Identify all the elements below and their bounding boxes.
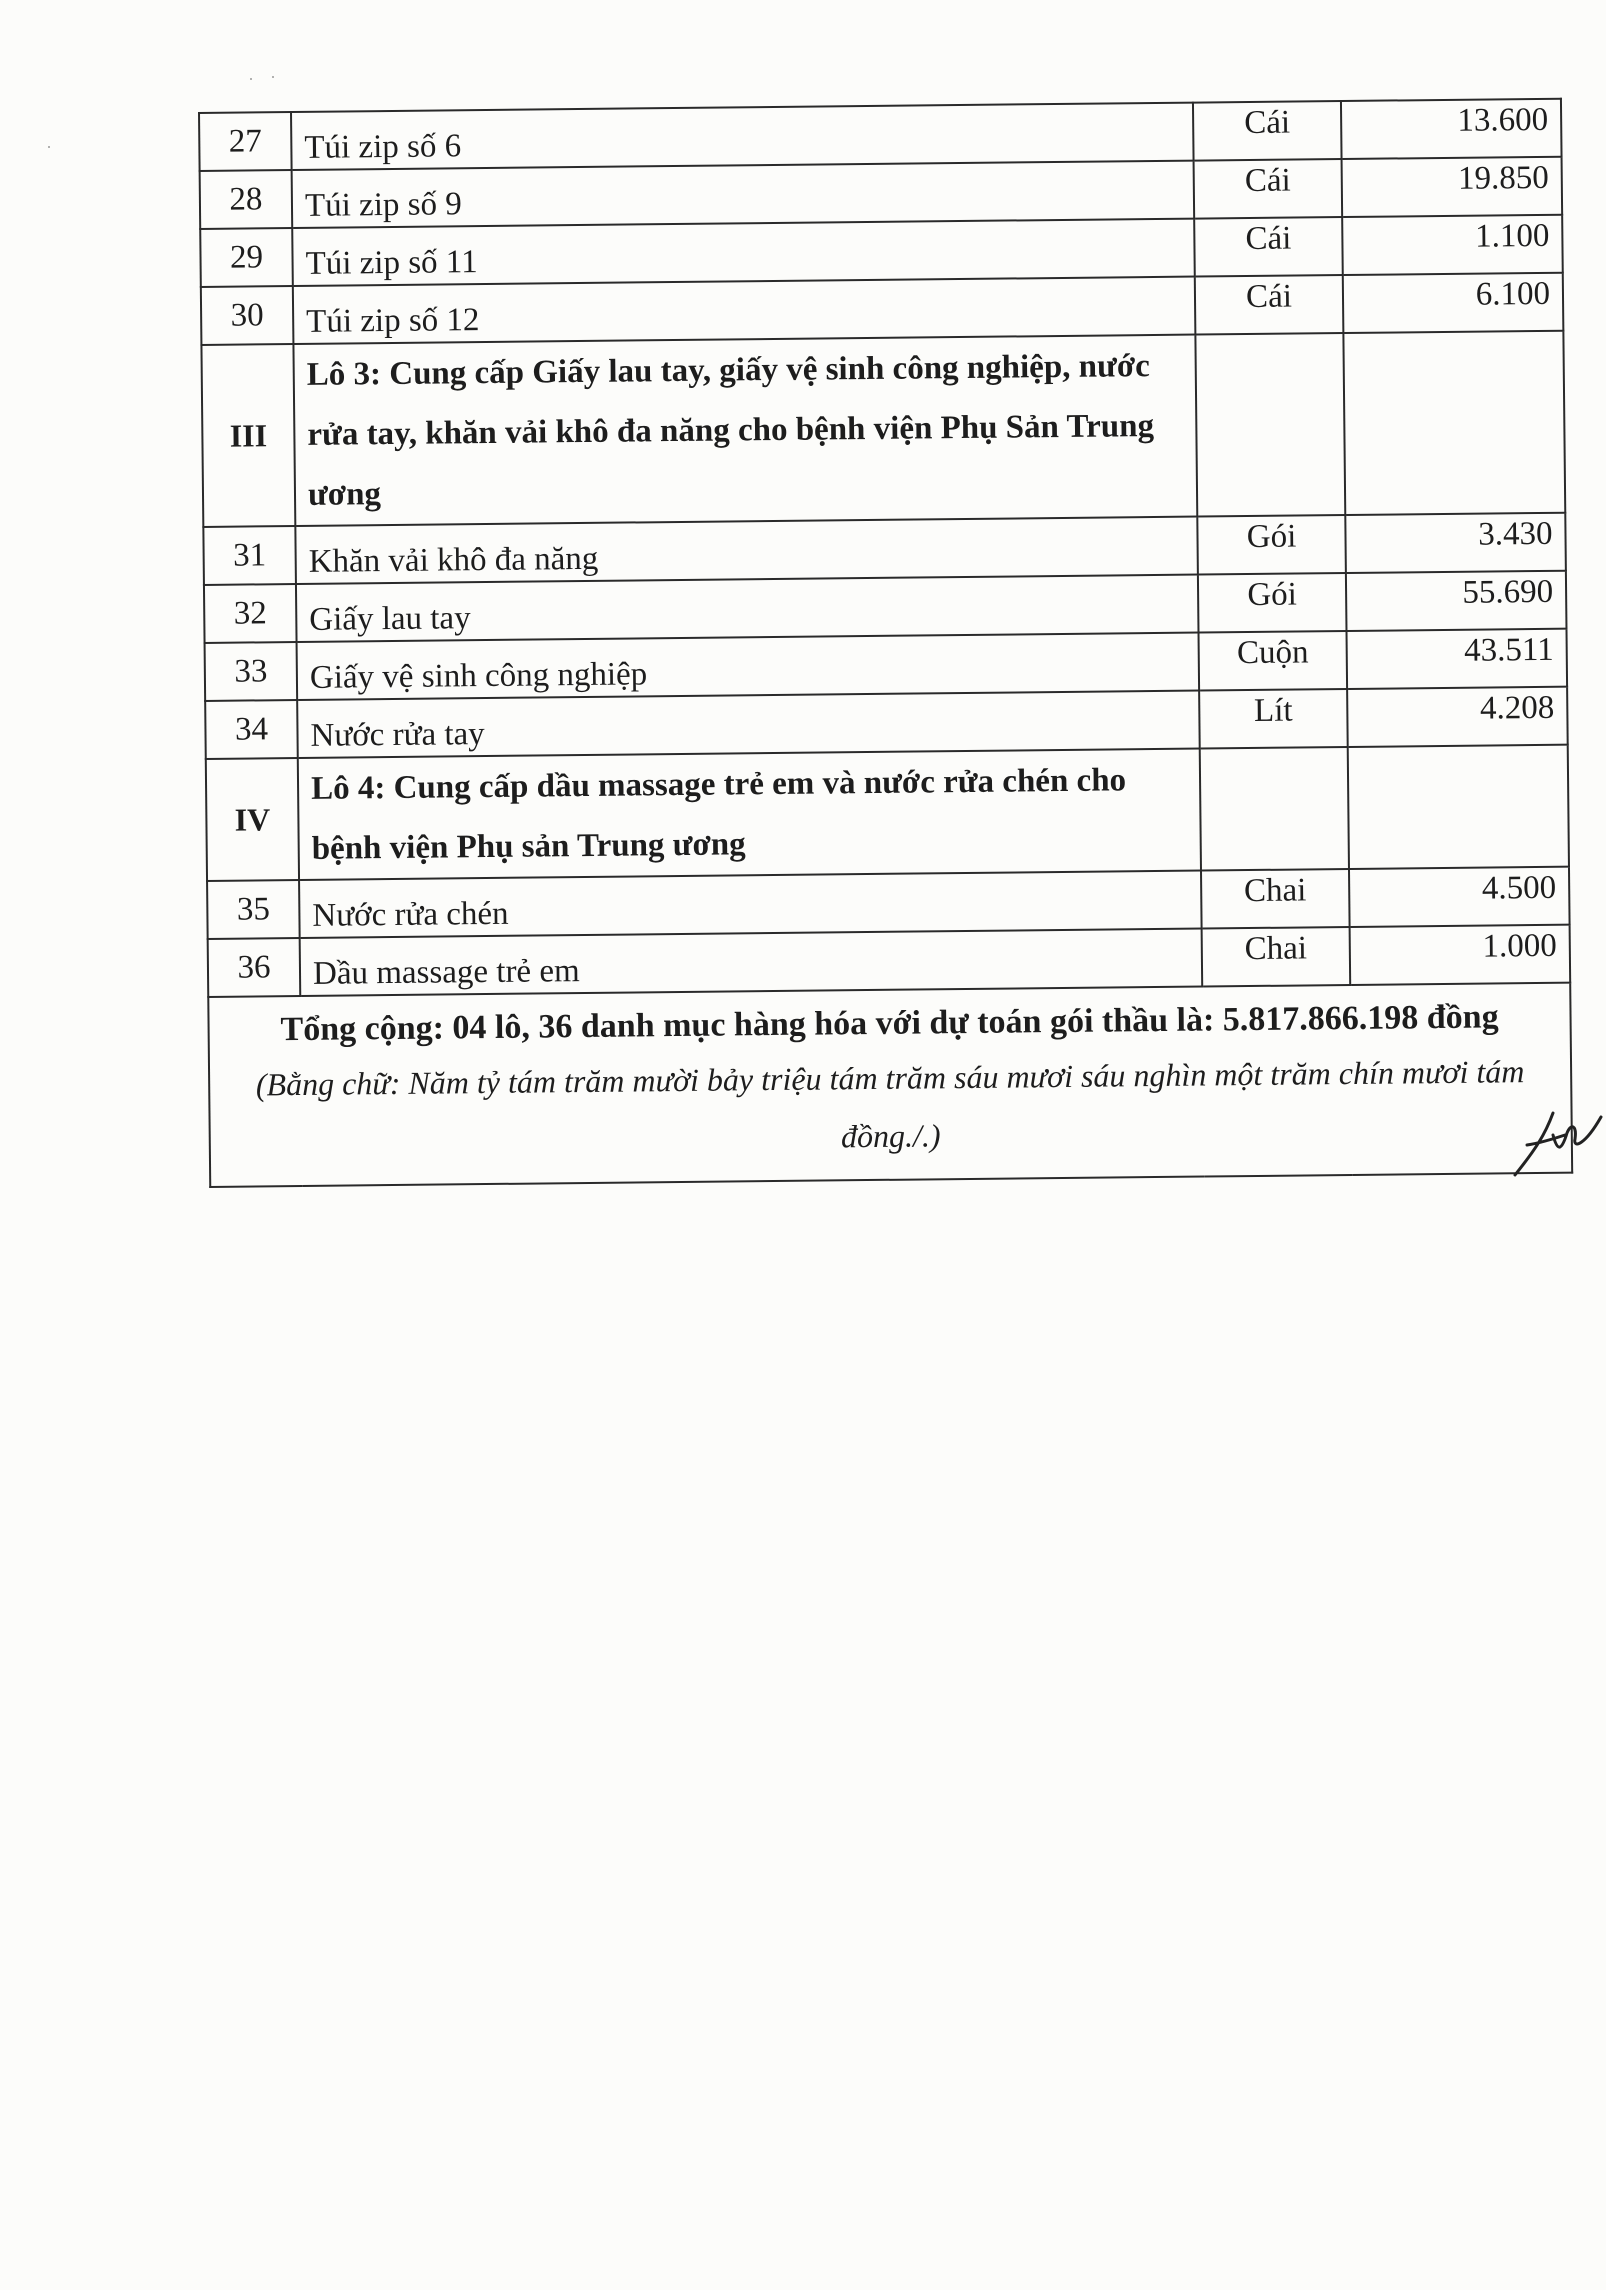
item-quantity: 19.850 [1342, 157, 1563, 217]
item-name: Túi zip số 11 [292, 219, 1195, 286]
item-unit: Cái [1193, 101, 1342, 161]
row-number: 32 [204, 584, 297, 643]
item-unit: Cuộn [1199, 631, 1348, 691]
item-quantity [1343, 331, 1565, 515]
signature-mark [1505, 1105, 1606, 1185]
row-number: 36 [208, 938, 301, 997]
item-unit [1195, 333, 1345, 517]
item-quantity: 13.600 [1341, 99, 1562, 159]
row-number: IV [206, 758, 299, 881]
item-unit [1200, 747, 1349, 871]
lot-title: Lô 3: Cung cấp Giấy lau tay, giấy vệ sinh công nghiệp, nước rửa tay, khăn vải khô đa năng cho bệnh viện Phụ Sản Trung ương [293, 335, 1197, 526]
lot-row [201, 331, 1565, 527]
row-number: 31 [203, 526, 296, 585]
lot-row [206, 745, 1569, 881]
item-name: Nước rửa chén [299, 871, 1202, 938]
item-quantity: 1.100 [1342, 215, 1563, 275]
item-quantity: 6.100 [1343, 273, 1564, 333]
item-quantity: 3.430 [1345, 513, 1566, 573]
item-unit: Gói [1197, 515, 1346, 575]
item-name: Nước rửa tay [297, 691, 1200, 758]
lot-title: Lô 4: Cung cấp dầu massage trẻ em và nước rửa chén cho bệnh viện Phụ sản Trung ương [298, 749, 1201, 880]
item-quantity: 1.000 [1350, 925, 1571, 985]
item-name: Túi zip số 6 [291, 103, 1194, 170]
item-name: Khăn vải khô đa năng [295, 517, 1198, 584]
item-unit: Lít [1199, 689, 1348, 749]
item-name: Giấy lau tay [296, 575, 1199, 642]
item-unit: Cái [1194, 159, 1343, 219]
scan-speck [48, 146, 50, 148]
document-sheet [198, 98, 1571, 1188]
item-quantity: 4.208 [1347, 687, 1568, 747]
row-number: III [201, 344, 295, 527]
item-quantity: 55.690 [1346, 571, 1567, 631]
item-name: Túi zip số 12 [293, 277, 1196, 344]
item-unit: Chai [1202, 927, 1351, 987]
total-cell [208, 983, 1572, 1187]
row-number: 34 [205, 700, 298, 759]
row-number: 29 [200, 228, 293, 287]
item-unit: Gói [1198, 573, 1347, 633]
row-number: 28 [200, 170, 293, 229]
total-in-words: (Bằng chữ: Năm tỷ tám trăm mười bảy triệu tám trăm sáu mươi sáu nghìn một trăm chín mươi tám đồng./.) [255, 1053, 1525, 1155]
item-unit: Chai [1201, 869, 1350, 929]
item-name: Túi zip số 9 [292, 161, 1195, 228]
item-name: Giấy vệ sinh công nghiệp [297, 633, 1200, 700]
goods-table [198, 98, 1573, 1188]
item-unit: Cái [1194, 217, 1343, 277]
item-quantity [1348, 745, 1569, 869]
row-number: 35 [207, 880, 300, 939]
row-number: 33 [205, 642, 298, 701]
total-row [208, 983, 1572, 1187]
item-unit: Cái [1195, 275, 1344, 335]
scan-speck [272, 76, 274, 78]
row-number: 30 [201, 286, 294, 345]
item-quantity: 4.500 [1349, 867, 1570, 927]
row-number: 27 [199, 112, 292, 171]
item-name: Dầu massage trẻ em [300, 929, 1203, 996]
total-line: Tổng cộng: 04 lô, 36 danh mục hàng hóa với dự toán gói thầu là: 5.817.866.198 đồng [280, 998, 1499, 1049]
item-quantity: 43.511 [1346, 629, 1567, 689]
table-body [199, 99, 1570, 997]
scan-speck [250, 78, 252, 80]
